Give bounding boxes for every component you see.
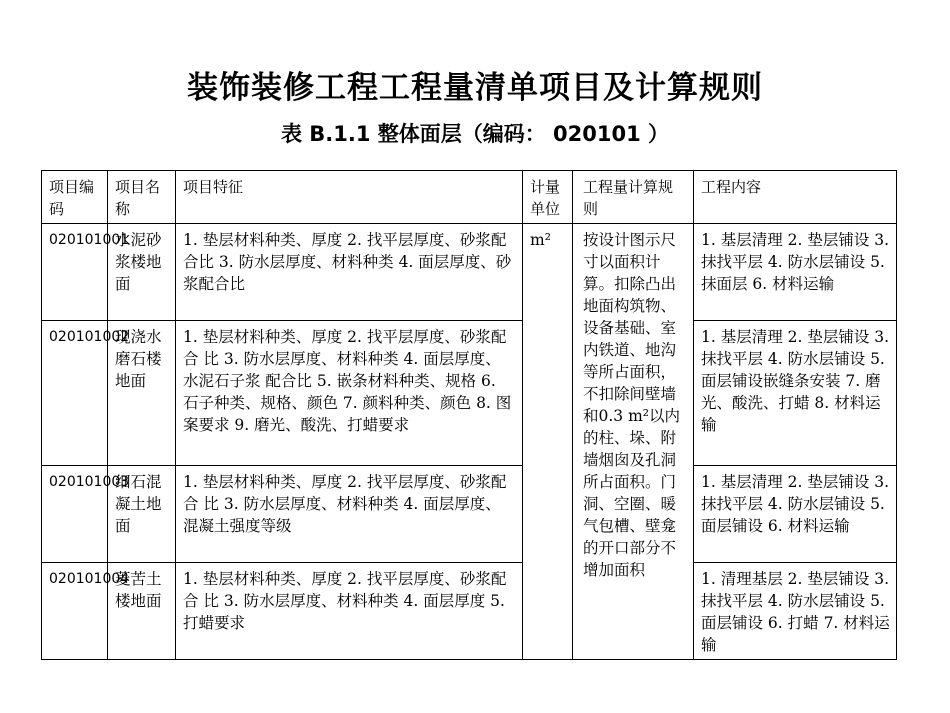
table-title: 表 B.1.1 整体面层（编码： 020101 ）: [280, 122, 670, 146]
header-code: 项目编码: [42, 171, 108, 224]
row-name: 现浇水磨石楼地面: [108, 321, 176, 466]
rule-cell: 按设计图示尺寸以面积计算。扣除凸出地面构筑物、设备基础、室内铁道、地沟等所占面积，不扣除间壁墙和0.3 m²以内的柱、垛、附墙烟囱及孔洞所占面积。门洞、空圈、暖气包槽、壁龛的开口部分不增加面积: [573, 224, 694, 660]
row-content: 1. 基层清理 2. 垫层铺设 3. 抹找平层 4. 防水层铺设 5. 抹面层 6. 材料运输: [694, 224, 897, 321]
header-content: 工程内容: [694, 171, 897, 224]
row-features: 1. 垫层材料种类、厚度 2. 找平层厚度、砂浆配合 比 3. 防水层厚度、材料种类 4. 面层厚度 5. 打蜡要求: [176, 563, 523, 660]
table-row: [42, 563, 897, 660]
row-name: 水泥砂浆楼地面: [108, 224, 176, 321]
row-features: 1. 垫层材料种类、厚度 2. 找平层厚度、砂浆配合 比 3. 防水层厚度、材料种类 4. 面层厚度、水泥石子浆 配合比 5. 嵌条材料种类、规格 6. 石子种类、规格、颜色 7. 颜料种类、颜色 8. 图案要求 9. 磨光、酸洗、打蜡要求: [176, 321, 523, 466]
unit-cell: m²: [523, 224, 573, 660]
row-name: 菱苦土楼地面: [108, 563, 176, 660]
row-code: 020101001: [42, 224, 108, 321]
row-features: 1. 垫层材料种类、厚度 2. 找平层厚度、砂浆配合 比 3. 防水层厚度、材料种类 4. 面层厚度、混凝土强度等级: [176, 466, 523, 563]
header-rule: 工程量计算规则: [573, 171, 694, 224]
table-row: [42, 466, 897, 563]
row-content: 1. 清理基层 2. 垫层铺设 3. 抹找平层 4. 防水层铺设 5. 面层铺设 6. 打蜡 7. 材料运输: [694, 563, 897, 660]
table-header-row: [42, 171, 897, 224]
page-title: 装饰装修工程工程量清单项目及计算规则: [187, 70, 763, 106]
row-content: 1. 基层清理 2. 垫层铺设 3. 抹找平层 4. 防水层铺设 5. 面层铺设嵌缝条安装 7. 磨光、酸洗、打蜡 8. 材料运输: [694, 321, 897, 466]
table-row: [42, 321, 897, 466]
row-content: 1. 基层清理 2. 垫层铺设 3. 抹找平层 4. 防水层铺设 5. 面层铺设 6. 材料运输: [694, 466, 897, 563]
row-code: 020101003: [42, 466, 108, 563]
header-unit: 计量单位: [523, 171, 573, 224]
header-name: 项目名称: [108, 171, 176, 224]
table-row: [42, 224, 897, 321]
header-features: 项目特征: [176, 171, 523, 224]
quantity-rules-table: [41, 170, 897, 660]
row-name: 细石混凝土地面: [108, 466, 176, 563]
row-features: 1. 垫层材料种类、厚度 2. 找平层厚度、砂浆配合比 3. 防水层厚度、材料种类 4. 面层厚度、砂浆配合比: [176, 224, 523, 321]
row-code: 020101002: [42, 321, 108, 466]
row-code: 020101004: [42, 563, 108, 660]
